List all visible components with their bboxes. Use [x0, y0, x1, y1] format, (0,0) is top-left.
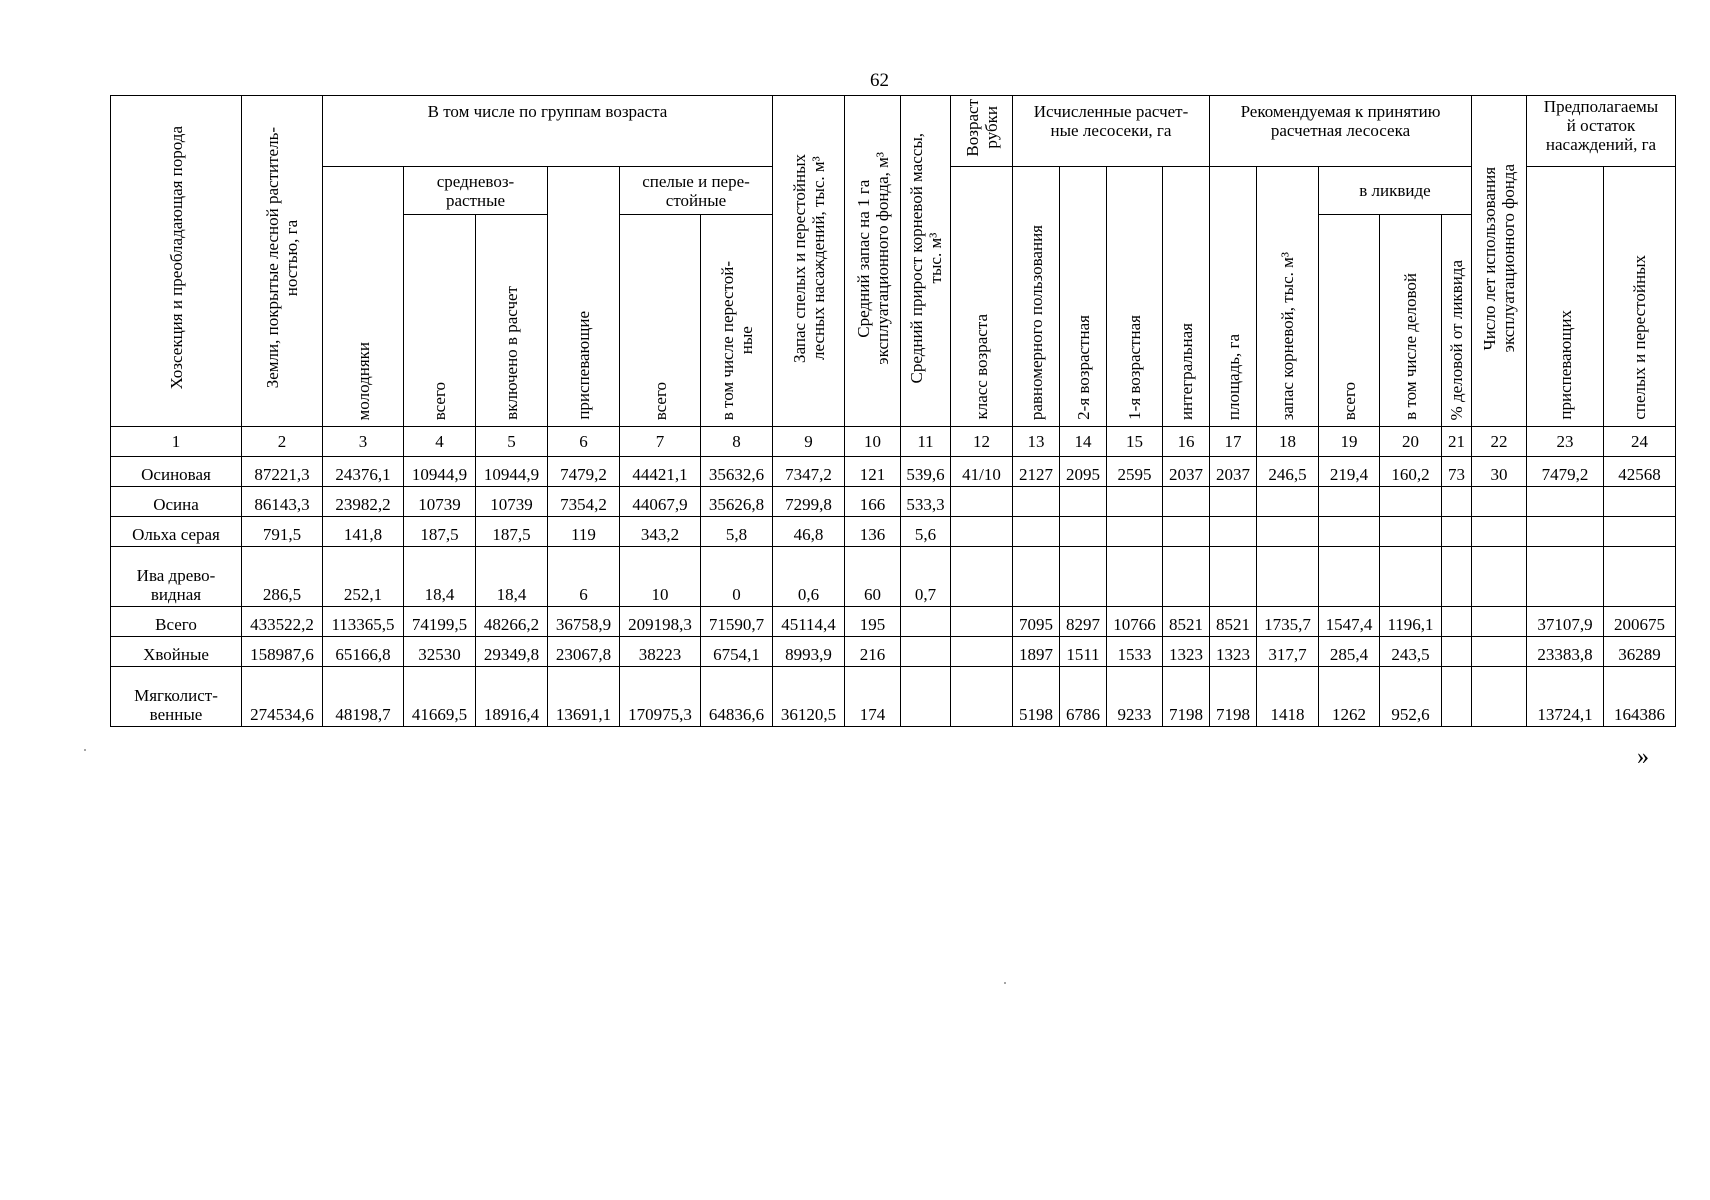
header-cutting-age: Возраст рубки: [951, 96, 1013, 167]
column-number-row: [111, 427, 1676, 457]
header-area: площадь, га: [1210, 167, 1257, 427]
table-cell: 48266,2: [476, 607, 548, 637]
column-number: 6: [548, 427, 620, 457]
table-cell: 1533: [1107, 637, 1163, 667]
table-cell: 10944,9: [476, 457, 548, 487]
table-cell: [1472, 637, 1527, 667]
table-cell: 170975,3: [620, 667, 701, 727]
table-cell: 5,8: [701, 517, 773, 547]
table-cell: [1319, 547, 1380, 607]
table-cell: 18,4: [476, 547, 548, 607]
table-cell: [1604, 487, 1676, 517]
header-middle-total: всего: [404, 215, 476, 427]
header-liquid-total: всего: [1319, 215, 1380, 427]
table-cell: 7479,2: [1527, 457, 1604, 487]
table-cell: 6754,1: [701, 637, 773, 667]
table-cell: [951, 547, 1013, 607]
table-cell: 317,7: [1257, 637, 1319, 667]
table-cell: [1604, 547, 1676, 607]
table-cell: 187,5: [404, 517, 476, 547]
table-cell: 7095: [1013, 607, 1060, 637]
header-mature-stock: Запас спелых и перестойных лесных насаждений, тыс. м³: [773, 96, 845, 427]
table-cell: 539,6: [901, 457, 951, 487]
table-cell: [1163, 517, 1210, 547]
header-root-stock: запас корневой, тыс. м³: [1257, 167, 1319, 427]
header-second-age: 2-я возрастная: [1060, 167, 1107, 427]
table-cell: [1527, 487, 1604, 517]
header-liquid-business: в том числе деловой: [1380, 215, 1442, 427]
table-cell: 24376,1: [323, 457, 404, 487]
table-cell: 38223: [620, 637, 701, 667]
column-number: 7: [620, 427, 701, 457]
table-cell: 121: [845, 457, 901, 487]
table-cell: [1472, 547, 1527, 607]
column-number: 9: [773, 427, 845, 457]
header-calculated-cutting: Исчисленные расчет- ные лесосеки, га: [1013, 96, 1210, 167]
table-row: [111, 457, 1676, 487]
table-cell: 10739: [476, 487, 548, 517]
table-cell: 1262: [1319, 667, 1380, 727]
column-number: 24: [1604, 427, 1676, 457]
table-cell: [901, 607, 951, 637]
table-cell: 113365,5: [323, 607, 404, 637]
table-cell: [1163, 487, 1210, 517]
table-cell: 158987,6: [242, 637, 323, 667]
table-cell: 35626,8: [701, 487, 773, 517]
table-cell: [1013, 517, 1060, 547]
table-row: [111, 637, 1676, 667]
table-cell: 164386: [1604, 667, 1676, 727]
scan-speck: [84, 749, 86, 751]
table-cell: 7354,2: [548, 487, 620, 517]
table-cell: 10944,9: [404, 457, 476, 487]
table-cell: 343,2: [620, 517, 701, 547]
table-cell: 1196,1: [1380, 607, 1442, 637]
table-cell: [1442, 607, 1472, 637]
column-number: 14: [1060, 427, 1107, 457]
table-cell: 36289: [1604, 637, 1676, 667]
table-cell: 7198: [1210, 667, 1257, 727]
header-premature-remaining: приспевающих: [1527, 167, 1604, 427]
row-name: Осина: [111, 487, 242, 517]
table-cell: 48198,7: [323, 667, 404, 727]
table-cell: 32530: [404, 637, 476, 667]
table-cell: 0,6: [773, 547, 845, 607]
table-cell: 7299,8: [773, 487, 845, 517]
table-cell: [1472, 667, 1527, 727]
table-cell: [1527, 547, 1604, 607]
table-cell: 174: [845, 667, 901, 727]
table-cell: 286,5: [242, 547, 323, 607]
column-number: 13: [1013, 427, 1060, 457]
table-cell: [1380, 517, 1442, 547]
header-mature-remaining: спелых и перестойных: [1604, 167, 1676, 427]
table-cell: 45114,4: [773, 607, 845, 637]
table-cell: 7198: [1163, 667, 1210, 727]
table-cell: 86143,3: [242, 487, 323, 517]
table-cell: [901, 637, 951, 667]
header-first-age: 1-я возрастная: [1107, 167, 1163, 427]
header-section-breed: Хозсекция и преобладающая порода: [111, 96, 242, 427]
table-cell: 64836,6: [701, 667, 773, 727]
table-cell: [1257, 487, 1319, 517]
table-cell: 23982,2: [323, 487, 404, 517]
table-cell: 0,7: [901, 547, 951, 607]
table-cell: [951, 637, 1013, 667]
table-cell: [1442, 637, 1472, 667]
table-cell: 13724,1: [1527, 667, 1604, 727]
table-cell: [951, 487, 1013, 517]
table-cell: 200675: [1604, 607, 1676, 637]
header-recommended-cutting: Рекомендуемая к принятию расчетная лесосека: [1210, 96, 1472, 167]
row-name: Ива древо- видная: [111, 547, 242, 607]
table-cell: 30: [1472, 457, 1527, 487]
table-cell: [1060, 487, 1107, 517]
table-cell: 219,4: [1319, 457, 1380, 487]
table-cell: 73: [1442, 457, 1472, 487]
table-cell: [1472, 607, 1527, 637]
table-cell: 533,3: [901, 487, 951, 517]
row-name: Ольха серая: [111, 517, 242, 547]
header-avg-growth: Средний прирост корневой массы, тыс. м³: [901, 96, 951, 427]
table-cell: 6786: [1060, 667, 1107, 727]
table-cell: 23067,8: [548, 637, 620, 667]
column-number: 10: [845, 427, 901, 457]
table-cell: [1442, 517, 1472, 547]
table-cell: 246,5: [1257, 457, 1319, 487]
table-cell: 2095: [1060, 457, 1107, 487]
table-cell: 136: [845, 517, 901, 547]
table-cell: [1604, 517, 1676, 547]
table-cell: [1060, 547, 1107, 607]
table-cell: [951, 607, 1013, 637]
table-cell: [1013, 487, 1060, 517]
table-cell: 216: [845, 637, 901, 667]
table-cell: [1442, 547, 1472, 607]
column-number: 18: [1257, 427, 1319, 457]
forest-table: [110, 95, 1676, 727]
table-cell: 433522,2: [242, 607, 323, 637]
header-age-groups: В том числе по группам возраста: [323, 96, 773, 167]
table-cell: 2127: [1013, 457, 1060, 487]
table-row: [111, 667, 1676, 727]
table-cell: 42568: [1604, 457, 1676, 487]
header-forest-land: Земли, покрытые лесной раститель- ностью, га: [242, 96, 323, 427]
table-cell: 9233: [1107, 667, 1163, 727]
row-name: Всего: [111, 607, 242, 637]
table-cell: 23383,8: [1527, 637, 1604, 667]
table-cell: 10739: [404, 487, 476, 517]
table-cell: 65166,8: [323, 637, 404, 667]
column-number: 21: [1442, 427, 1472, 457]
table-cell: 5,6: [901, 517, 951, 547]
column-number: 4: [404, 427, 476, 457]
table-cell: 285,4: [1319, 637, 1380, 667]
table-cell: 166: [845, 487, 901, 517]
column-number: 23: [1527, 427, 1604, 457]
header-middle-aged: средневоз- растные: [404, 167, 548, 215]
table-cell: 2595: [1107, 457, 1163, 487]
table-row: [111, 547, 1676, 607]
table-cell: [1107, 517, 1163, 547]
table-cell: 141,8: [323, 517, 404, 547]
table-cell: [1442, 487, 1472, 517]
header-overmature: в том числе перестой- ные: [701, 215, 773, 427]
table-cell: [1013, 547, 1060, 607]
table-cell: 13691,1: [548, 667, 620, 727]
table-cell: 36758,9: [548, 607, 620, 637]
table-cell: 243,5: [1380, 637, 1442, 667]
column-number: 5: [476, 427, 548, 457]
row-name: Осиновая: [111, 457, 242, 487]
table-cell: 2037: [1163, 457, 1210, 487]
header-years-of-use: Число лет использования эксплуатационного фонда: [1472, 96, 1527, 427]
header-avg-stock: Средний запас на 1 га эксплуатационного фонда, м³: [845, 96, 901, 427]
table-cell: [1060, 517, 1107, 547]
column-number: 8: [701, 427, 773, 457]
table-cell: 8521: [1210, 607, 1257, 637]
table-cell: 160,2: [1380, 457, 1442, 487]
table-cell: 10766: [1107, 607, 1163, 637]
table-cell: 1418: [1257, 667, 1319, 727]
table-cell: [1107, 487, 1163, 517]
row-name: Хвойные: [111, 637, 242, 667]
table-cell: 8521: [1163, 607, 1210, 637]
column-number: 2: [242, 427, 323, 457]
table-cell: [1210, 517, 1257, 547]
table-cell: 119: [548, 517, 620, 547]
row-name: Мягколист- венные: [111, 667, 242, 727]
header-mature-overmature: спелые и пере- стойные: [620, 167, 773, 215]
table-cell: 7347,2: [773, 457, 845, 487]
table-cell: 952,6: [1380, 667, 1442, 727]
table-row: [111, 487, 1676, 517]
column-number: 22: [1472, 427, 1527, 457]
table-cell: [1210, 487, 1257, 517]
table-cell: [1210, 547, 1257, 607]
table-cell: 41669,5: [404, 667, 476, 727]
table-cell: [901, 667, 951, 727]
header-middle-included: включено в расчет: [476, 215, 548, 427]
table-cell: 44067,9: [620, 487, 701, 517]
table-cell: 5198: [1013, 667, 1060, 727]
table-cell: 252,1: [323, 547, 404, 607]
table-cell: 7479,2: [548, 457, 620, 487]
table-cell: 18,4: [404, 547, 476, 607]
table-cell: [1257, 517, 1319, 547]
header-young: молодняки: [323, 167, 404, 427]
header-in-liquid: в ликвиде: [1319, 167, 1472, 215]
table-cell: 195: [845, 607, 901, 637]
table-cell: 71590,7: [701, 607, 773, 637]
column-number: 19: [1319, 427, 1380, 457]
table-cell: [1380, 547, 1442, 607]
table-cell: 37107,9: [1527, 607, 1604, 637]
table-cell: 1897: [1013, 637, 1060, 667]
column-number: 20: [1380, 427, 1442, 457]
column-number: 3: [323, 427, 404, 457]
table-cell: 46,8: [773, 517, 845, 547]
column-number: 12: [951, 427, 1013, 457]
table-cell: 10: [620, 547, 701, 607]
column-number: 16: [1163, 427, 1210, 457]
column-number: 1: [111, 427, 242, 457]
table-cell: [1472, 487, 1527, 517]
table-cell: 35632,6: [701, 457, 773, 487]
table-cell: 791,5: [242, 517, 323, 547]
scan-speck: [1004, 982, 1006, 984]
table-cell: [1163, 547, 1210, 607]
column-number: 11: [901, 427, 951, 457]
header-remaining-stands: Предполагаемы й остаток насаждений, га: [1527, 96, 1676, 167]
page-number: 62: [870, 70, 889, 91]
header-premature: приспевающие: [548, 167, 620, 427]
table-cell: 18916,4: [476, 667, 548, 727]
table-cell: 6: [548, 547, 620, 607]
table-cell: 209198,3: [620, 607, 701, 637]
table-cell: 1323: [1163, 637, 1210, 667]
table-cell: 1323: [1210, 637, 1257, 667]
table-row: [111, 517, 1676, 547]
table-cell: [1319, 487, 1380, 517]
table-cell: [951, 667, 1013, 727]
table-cell: 274534,6: [242, 667, 323, 727]
continuation-mark: »: [1637, 744, 1649, 770]
table-row: [111, 607, 1676, 637]
table-cell: [1472, 517, 1527, 547]
table-cell: 87221,3: [242, 457, 323, 487]
column-number: 17: [1210, 427, 1257, 457]
column-number: 15: [1107, 427, 1163, 457]
table-cell: [1107, 547, 1163, 607]
table-cell: 8993,9: [773, 637, 845, 667]
table-cell: [1442, 667, 1472, 727]
table-cell: 1547,4: [1319, 607, 1380, 637]
table-cell: [1257, 547, 1319, 607]
table-cell: 41/10: [951, 457, 1013, 487]
header-uniform-use: равномерного пользования: [1013, 167, 1060, 427]
table-cell: 0: [701, 547, 773, 607]
header-age-class: класс возраста: [951, 167, 1013, 427]
table-cell: 60: [845, 547, 901, 607]
table-cell: [1527, 517, 1604, 547]
table-cell: [951, 517, 1013, 547]
table-cell: 1511: [1060, 637, 1107, 667]
header-business-percent: % деловой от ликвида: [1442, 215, 1472, 427]
table-cell: 36120,5: [773, 667, 845, 727]
table-cell: 74199,5: [404, 607, 476, 637]
table-cell: [1319, 517, 1380, 547]
table-cell: 8297: [1060, 607, 1107, 637]
table-cell: 1735,7: [1257, 607, 1319, 637]
header-integral: интегральная: [1163, 167, 1210, 427]
table-cell: [1380, 487, 1442, 517]
table-cell: 44421,1: [620, 457, 701, 487]
table-cell: 29349,8: [476, 637, 548, 667]
header-mature-total: всего: [620, 215, 701, 427]
table-cell: 187,5: [476, 517, 548, 547]
table-cell: 2037: [1210, 457, 1257, 487]
